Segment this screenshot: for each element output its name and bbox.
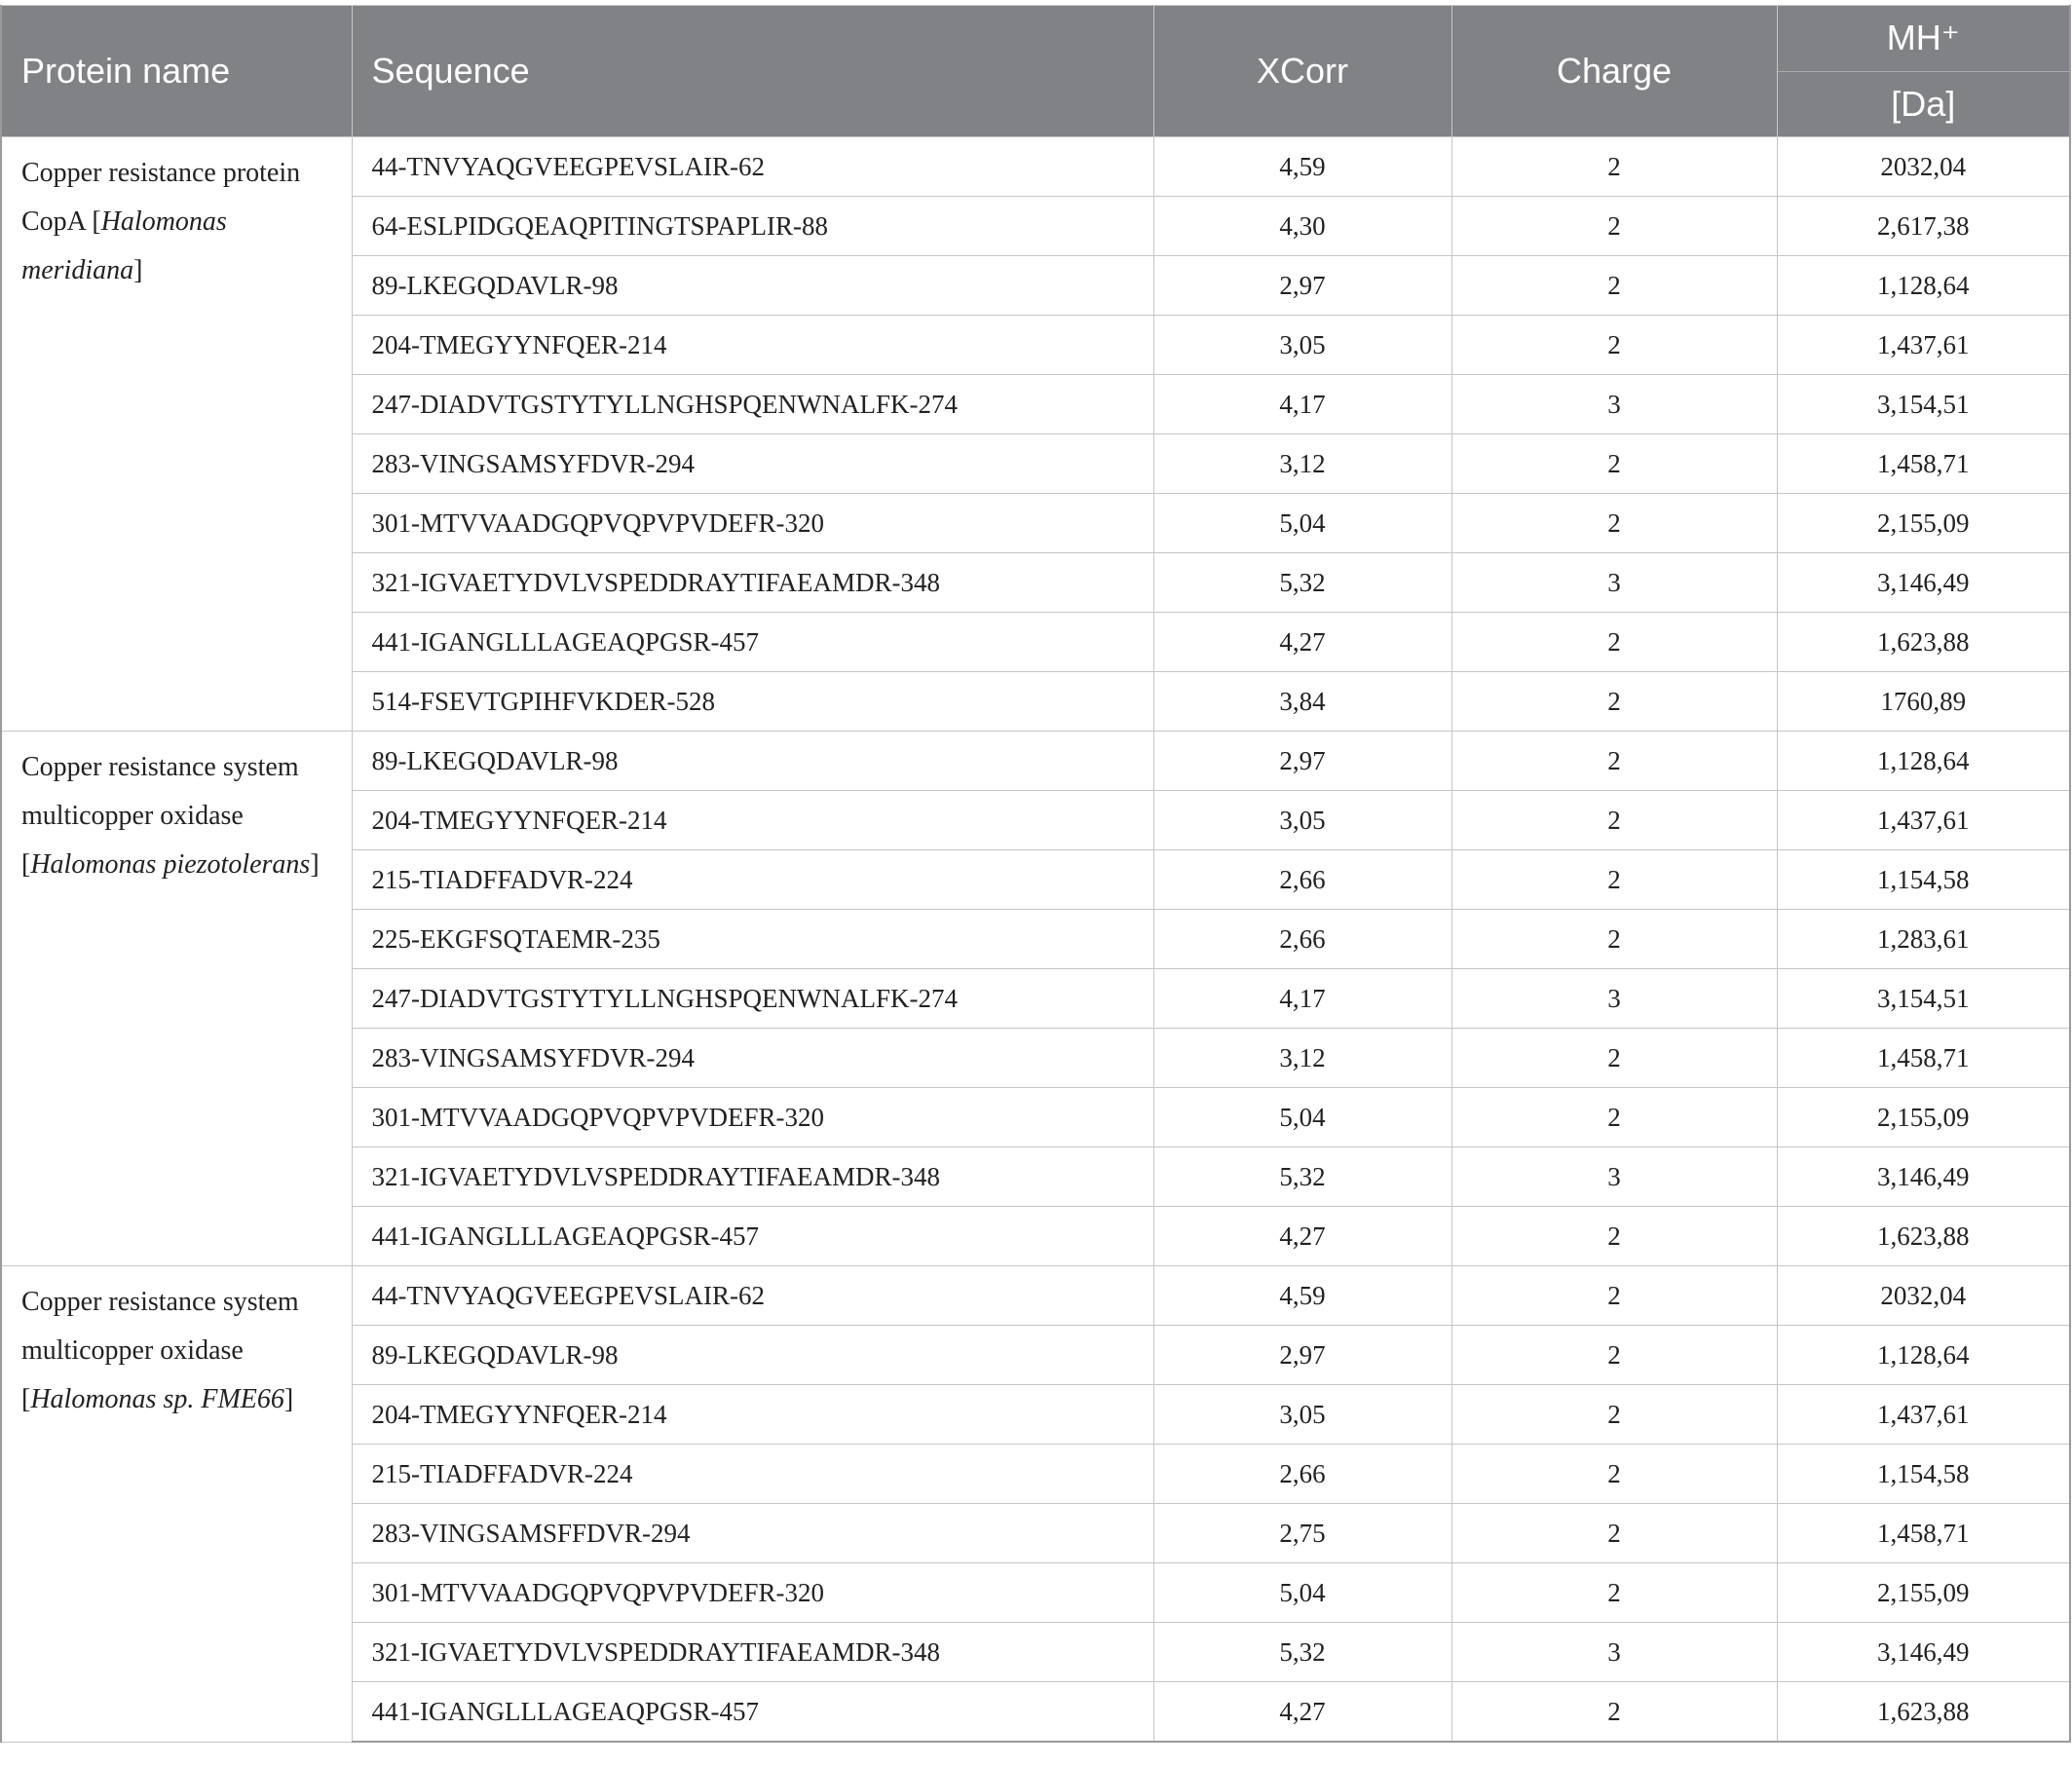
xcorr-cell: 2,97 — [1153, 256, 1451, 316]
sequence-cell: 215-TIADFFADVR-224 — [352, 1445, 1153, 1504]
xcorr-cell: 2,97 — [1153, 1326, 1451, 1385]
charge-cell: 2 — [1451, 1266, 1777, 1326]
mh-cell: 2032,04 — [1777, 137, 2070, 197]
header-charge: Charge — [1451, 6, 1777, 137]
xcorr-cell: 5,32 — [1153, 553, 1451, 613]
charge-cell: 2 — [1451, 316, 1777, 375]
charge-cell: 2 — [1451, 1207, 1777, 1266]
charge-cell: 2 — [1451, 850, 1777, 910]
xcorr-cell: 3,84 — [1153, 672, 1451, 732]
protein-name-bracket: ] — [283, 1384, 294, 1414]
charge-cell: 2 — [1451, 1563, 1777, 1623]
sequence-cell: 441-IGANGLLLAGEAQPGSR-457 — [352, 1207, 1153, 1266]
mh-cell: 1,437,61 — [1777, 1385, 2070, 1445]
mh-cell: 1,154,58 — [1777, 1445, 2070, 1504]
charge-cell: 2 — [1451, 672, 1777, 732]
sequence-cell: 283-VINGSAMSYFDVR-294 — [352, 1029, 1153, 1088]
mh-cell: 1,458,71 — [1777, 1029, 2070, 1088]
sequence-cell: 44-TNVYAQGVEEGPEVSLAIR-62 — [352, 137, 1153, 197]
sequence-cell: 441-IGANGLLLAGEAQPGSR-457 — [352, 613, 1153, 672]
sequence-cell: 204-TMEGYYNFQER-214 — [352, 1385, 1153, 1445]
sequence-cell: 321-IGVAETYDVLVSPEDDRAYTIFAEAMDR-348 — [352, 1147, 1153, 1207]
organism-name: Halomonas sp. FME66 — [30, 1384, 284, 1414]
protein-name-cell — [1, 732, 352, 1266]
sequence-cell: 321-IGVAETYDVLVSPEDDRAYTIFAEAMDR-348 — [352, 553, 1153, 613]
xcorr-cell: 2,75 — [1153, 1504, 1451, 1563]
xcorr-cell: 2,66 — [1153, 1445, 1451, 1504]
sequence-cell: 44-TNVYAQGVEEGPEVSLAIR-62 — [352, 1266, 1153, 1326]
peptide-table — [0, 5, 2071, 1743]
xcorr-cell: 3,05 — [1153, 316, 1451, 375]
mh-cell: 1,437,61 — [1777, 791, 2070, 850]
mh-cell: 1,623,88 — [1777, 1207, 2070, 1266]
table-header — [1, 6, 2070, 137]
sequence-cell: 514-FSEVTGPIHFVKDER-528 — [352, 672, 1153, 732]
mh-cell: 3,146,49 — [1777, 1623, 2070, 1682]
protein-name-text: Copper resistance system multicopper oxidase [ — [21, 1287, 299, 1414]
charge-cell: 3 — [1451, 1623, 1777, 1682]
mh-cell: 1,128,64 — [1777, 732, 2070, 791]
mh-cell: 1760,89 — [1777, 672, 2070, 732]
table-row — [1, 1266, 2070, 1326]
charge-cell: 2 — [1451, 613, 1777, 672]
mh-cell: 3,154,51 — [1777, 375, 2070, 434]
peptide-table-container — [0, 5, 2069, 1743]
xcorr-cell: 4,27 — [1153, 1207, 1451, 1266]
xcorr-cell: 4,30 — [1153, 197, 1451, 256]
mh-cell: 2,155,09 — [1777, 494, 2070, 553]
mh-cell: 1,437,61 — [1777, 316, 2070, 375]
charge-cell: 3 — [1451, 375, 1777, 434]
header-mh: MH⁺ — [1777, 6, 2070, 72]
xcorr-cell: 5,04 — [1153, 494, 1451, 553]
xcorr-cell: 4,59 — [1153, 137, 1451, 197]
header-sequence: Sequence — [352, 6, 1153, 137]
table-body — [1, 137, 2070, 1743]
sequence-cell: 225-EKGFSQTAEMR-235 — [352, 910, 1153, 969]
mh-cell: 1,623,88 — [1777, 1682, 2070, 1743]
organism-name: Halomonas piezotolerans — [30, 849, 311, 880]
sequence-cell: 89-LKEGQDAVLR-98 — [352, 1326, 1153, 1385]
xcorr-cell: 3,05 — [1153, 791, 1451, 850]
mh-cell: 1,154,58 — [1777, 850, 2070, 910]
charge-cell: 2 — [1451, 137, 1777, 197]
mh-cell: 3,146,49 — [1777, 553, 2070, 613]
sequence-cell: 283-VINGSAMSYFDVR-294 — [352, 434, 1153, 494]
sequence-cell: 204-TMEGYYNFQER-214 — [352, 791, 1153, 850]
xcorr-cell: 4,17 — [1153, 375, 1451, 434]
xcorr-cell: 2,66 — [1153, 850, 1451, 910]
mh-cell: 3,154,51 — [1777, 969, 2070, 1029]
mh-cell: 3,146,49 — [1777, 1147, 2070, 1207]
xcorr-cell: 5,32 — [1153, 1623, 1451, 1682]
charge-cell: 2 — [1451, 494, 1777, 553]
table-row — [1, 137, 2070, 197]
mh-cell: 1,128,64 — [1777, 1326, 2070, 1385]
charge-cell: 2 — [1451, 197, 1777, 256]
header-mh-unit: [Da] — [1777, 71, 2070, 137]
header-xcorr: XCorr — [1153, 6, 1451, 137]
sequence-cell: 301-MTVVAADGQPVQPVPVDEFR-320 — [352, 1088, 1153, 1147]
mh-cell: 1,283,61 — [1777, 910, 2070, 969]
sequence-cell: 301-MTVVAADGQPVQPVPVDEFR-320 — [352, 494, 1153, 553]
charge-cell: 2 — [1451, 1445, 1777, 1504]
header-protein-name: Protein name — [1, 6, 352, 137]
sequence-cell: 89-LKEGQDAVLR-98 — [352, 256, 1153, 316]
sequence-cell: 215-TIADFFADVR-224 — [352, 850, 1153, 910]
xcorr-cell: 2,97 — [1153, 732, 1451, 791]
sequence-cell: 64-ESLPIDGQEAQPITINGTSPAPLIR-88 — [352, 197, 1153, 256]
xcorr-cell: 4,27 — [1153, 613, 1451, 672]
sequence-cell: 204-TMEGYYNFQER-214 — [352, 316, 1153, 375]
xcorr-cell: 2,66 — [1153, 910, 1451, 969]
protein-name-cell — [1, 1266, 352, 1743]
protein-name-text: Copper resistance protein CopA [ — [21, 158, 301, 237]
charge-cell: 2 — [1451, 1385, 1777, 1445]
sequence-cell: 301-MTVVAADGQPVQPVPVDEFR-320 — [352, 1563, 1153, 1623]
xcorr-cell: 5,04 — [1153, 1088, 1451, 1147]
charge-cell: 2 — [1451, 1504, 1777, 1563]
charge-cell: 2 — [1451, 1088, 1777, 1147]
protein-name-text: Copper resistance system multicopper oxidase [ — [21, 752, 299, 880]
charge-cell: 3 — [1451, 553, 1777, 613]
charge-cell: 2 — [1451, 732, 1777, 791]
mh-cell: 1,623,88 — [1777, 613, 2070, 672]
charge-cell: 2 — [1451, 910, 1777, 969]
xcorr-cell: 4,27 — [1153, 1682, 1451, 1743]
xcorr-cell: 5,32 — [1153, 1147, 1451, 1207]
mh-cell: 2,155,09 — [1777, 1088, 2070, 1147]
xcorr-cell: 5,04 — [1153, 1563, 1451, 1623]
mh-cell: 1,128,64 — [1777, 256, 2070, 316]
xcorr-cell: 3,12 — [1153, 1029, 1451, 1088]
mh-cell: 1,458,71 — [1777, 434, 2070, 494]
xcorr-cell: 4,59 — [1153, 1266, 1451, 1326]
sequence-cell: 89-LKEGQDAVLR-98 — [352, 732, 1153, 791]
charge-cell: 2 — [1451, 791, 1777, 850]
sequence-cell: 247-DIADVTGSTYTYLLNGHSPQENWNALFK-274 — [352, 375, 1153, 434]
mh-cell: 2,617,38 — [1777, 197, 2070, 256]
sequence-cell: 441-IGANGLLLAGEAQPGSR-457 — [352, 1682, 1153, 1743]
xcorr-cell: 3,05 — [1153, 1385, 1451, 1445]
sequence-cell: 321-IGVAETYDVLVSPEDDRAYTIFAEAMDR-348 — [352, 1623, 1153, 1682]
charge-cell: 3 — [1451, 1147, 1777, 1207]
table-row — [1, 732, 2070, 791]
charge-cell: 2 — [1451, 256, 1777, 316]
protein-name-bracket: ] — [310, 849, 320, 880]
charge-cell: 2 — [1451, 1326, 1777, 1385]
organism-name: Halomonas meridiana — [21, 207, 227, 285]
protein-name-bracket: ] — [133, 255, 143, 285]
mh-cell: 1,458,71 — [1777, 1504, 2070, 1563]
mh-cell: 2,155,09 — [1777, 1563, 2070, 1623]
charge-cell: 3 — [1451, 969, 1777, 1029]
protein-name-cell — [1, 137, 352, 732]
sequence-cell: 283-VINGSAMSFFDVR-294 — [352, 1504, 1153, 1563]
charge-cell: 2 — [1451, 1029, 1777, 1088]
sequence-cell: 247-DIADVTGSTYTYLLNGHSPQENWNALFK-274 — [352, 969, 1153, 1029]
charge-cell: 2 — [1451, 1682, 1777, 1743]
mh-cell: 2032,04 — [1777, 1266, 2070, 1326]
xcorr-cell: 4,17 — [1153, 969, 1451, 1029]
charge-cell: 2 — [1451, 434, 1777, 494]
xcorr-cell: 3,12 — [1153, 434, 1451, 494]
